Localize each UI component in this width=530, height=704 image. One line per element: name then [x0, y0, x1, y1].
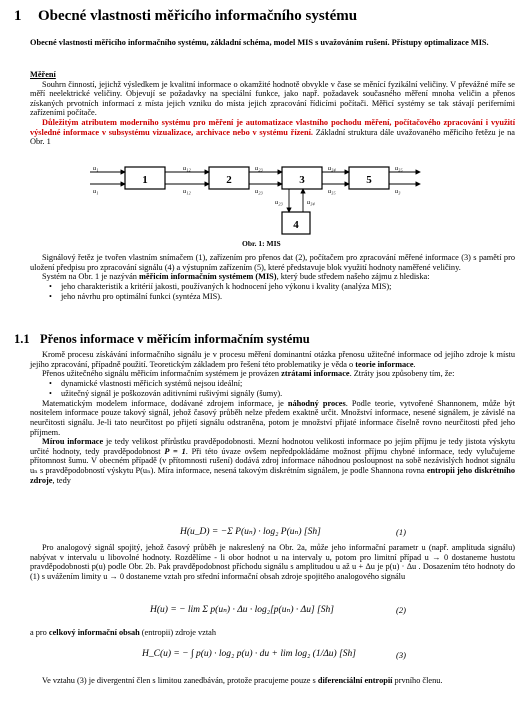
block-4-label: 4	[293, 219, 299, 231]
paragraph: Ve vztahu (3) je divergentní člen s limitou zanedbáván, protože pracujeme pouze s diferenciální entropií prvního členu.	[42, 676, 443, 685]
signal-label: u₁	[93, 165, 99, 172]
signal-label: u₂₃	[275, 199, 283, 206]
chapter-heading: 1 Obecné vlastnosti měřicího informačního systému	[14, 8, 358, 24]
signal-label: u₃₄	[307, 199, 315, 206]
section-analog	[30, 543, 515, 581]
retez-bullet-list	[30, 282, 515, 302]
equation-1: H(u_D) = −Σ P(uₙ) · log₂ P(uₙ) [Sh]	[180, 527, 321, 537]
signal-label: u₁₂	[183, 165, 191, 172]
paragraph: Kromě procesu získávání informačního signálu je v procesu měření dominantní otázka přenosu užitečné informace od jejího zdroje k místu jejího zpracování, případně použití. Teoretickým základem pro řešení této problematiky je věda o teorie informace.	[30, 350, 515, 369]
paragraph: Matematickým modelem informace, dodávané zdrojem informace, je náhodný proces. Podle teorie, vytvořené Shannonem, může být nositelem informace pouze takový signál, jehož časový průběh nelze předem exaktně určit. Množství informace, nesené signálem, je závislé na neurčitosti signálu. Je-li tato neurčitost po přijetí signálu odstraněna, potom je množství přijaté informace číselně rovno neurčitosti před jeho příjmem.	[30, 398, 516, 437]
equation-2: H(u) = − lim Σ p(uₙ) · Δu · log₂[p(uₙ) · Δu] [Sh]	[150, 605, 334, 615]
retez-paragraph-2: Systém na Obr. 1 je nazýván měřicím informačním systémem (MIS), který bude středem našeho zájmu z hlediska:	[42, 272, 430, 282]
signal-label: u₁₂	[183, 188, 191, 195]
paragraph: Pro analogový signál spojitý, jehož časový průběh je nakreslený na Obr. 2a, může jeho informační parametr u (např. amplituda signálu) nabývat v intervalu u libovolné hodnoty. Rozdělíme - li obor hodnot u na intervaly u, potom pro limitní případ u → 0 dostaneme hustotu pravděpodobnosti p(u) podle Obr. 2b. Pak pravděpodobnost příchodu signálu s amplitudou u až u + Δu je p(u) · Δu . Dosazením této hodnoty do (1) s uvážením limity u → 0 dostaneme vztah pro střední informační obsah zdroje spojitého analogového signálu	[30, 543, 515, 581]
equation-2-number: (2)	[396, 605, 406, 615]
signal-label: u₂₃	[255, 165, 263, 172]
equation-3: H_C(u) = − ∫ p(u) · log₂ p(u) · du + lim log₂ (1/Δu) [Sh]	[142, 649, 356, 659]
equation-1-number: (1)	[396, 527, 406, 537]
paragraph: Přenos užitečného signálu měřicím informačním systémem je provázen ztrátami informace. Ztráty jsou způsobeny tím, že:	[42, 369, 455, 379]
signal-label: u₂₃	[255, 188, 263, 195]
signal-label: u₁	[93, 188, 99, 195]
abstract: Obecné vlastnosti měřicího informačního systému, základní schéma, model MIS s uvažováním rušení. Přístupy optimalizace MIS.	[30, 38, 489, 47]
equation-3-number: (3)	[396, 650, 406, 660]
mereni-paragraph-2: Důležitým atributem moderního systému pro měření je automatizace vlastního pochodu měření, počítačového zpracování i využití výsledné informace v subsystému vizualizace, archivace nebo v systému řízení. Základní struktura dále uvažovaného měřicího řetězu je na Obr. 1	[30, 117, 515, 147]
mis-block-diagram	[85, 162, 425, 244]
losses-bullet-list	[30, 379, 515, 399]
block-5-label: 5	[366, 174, 372, 186]
list-item: • dynamické vlastnosti měřicích systémů nejsou ideální;	[30, 379, 515, 389]
figure-caption: Obr. 1: MIS	[242, 239, 281, 248]
section-mereni	[30, 70, 515, 147]
list-item: • užitečný signál je poškozován aditivními rušivými signály (šumy).	[30, 389, 515, 399]
signal-label: u₃₅	[328, 188, 336, 195]
section-retez	[30, 253, 515, 302]
list-item: • jeho charakteristik a kritérií jakosti, používaných k hodnocení jeho výkonu i kvality (analýza MIS);	[30, 282, 515, 292]
mereni-title: Měření	[30, 70, 56, 79]
signal-label: u₃₄	[328, 165, 336, 172]
signal-label: u₃	[395, 188, 401, 195]
paragraph: a pro celkový informační obsah (entropii) zdroje vztah	[30, 628, 216, 637]
block-3-label: 3	[299, 174, 305, 186]
paragraph: Mírou informace je tedy velikost přírůstku pravděpodobnosti. Mezní hodnotou velikosti informace po jejím příjmu je tedy jistota výskytu určité hodnoty, tedy pravděpodobnost P = 1. Při této úvaze ovšem nepředpokládáme možnost příjmu chybné informace, tedy vylučujeme přítomnost šumu. V obecném případě (v přítomnosti rušení) dodává zdroj informace náhodnou posloupnost na sobě nezávislých hodnot signálu uₙ s pravděpodobností výskytu P(uₙ). Míra informace, nesená takovým diskrétním signálem, je podle Shannona rovna entropii jeho diskrétního zdroje, tedy	[30, 437, 515, 485]
signal-label: u₃₅	[395, 165, 403, 172]
mereni-paragraph-1: Souhrn činností, jejichž výsledkem je kvalitní informace o okamžité hodnotě obvykle v čase se měnící fyzikální veličiny. V převážné míře se měří neelektrické veličiny. Objevují se požadavky na speciální funkce, jako např. požadavek současného měření mnoha veličin a přenos získaných prvotních informací z místa jejich vzniku do místa jejich zpracování řídicími počítači. Měřicí systémy se tak stávají periferními zařízeními počítače.	[30, 79, 515, 118]
section-1-1	[30, 350, 515, 485]
block-2-label: 2	[226, 174, 232, 186]
section-heading: 1.1 Přenos informace v měřicím informačním systému	[14, 332, 310, 346]
list-item: • jeho návrhu pro optimální funkci (syntéza MIS).	[30, 292, 515, 302]
retez-paragraph-1: Signálový řetěz je tvořen vlastním snímačem (1), zařízením pro přenos dat (2), počítačem pro zpracování měřené informace (3) s pamětí pro uložení předpisu pro zpracování signálu (4) a výstupním zařízením (5), které představuje blok využití hodnoty naměřené veličiny.	[30, 253, 515, 272]
block-1-label: 1	[142, 174, 148, 186]
